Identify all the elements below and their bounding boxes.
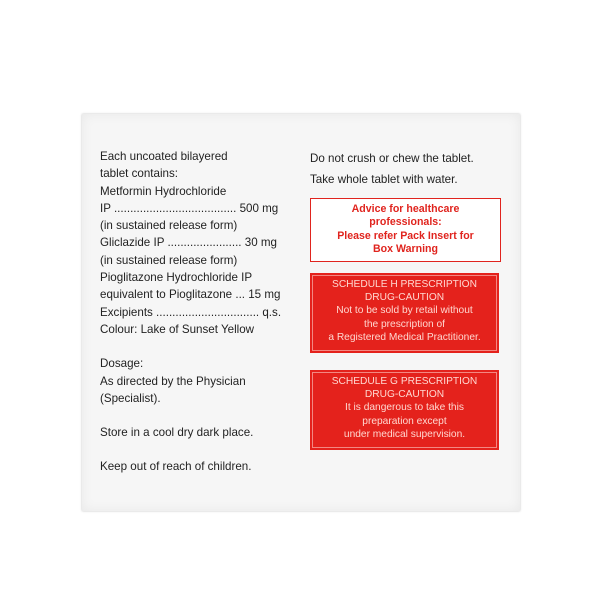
- composition-line: Metformin Hydrochloride: [100, 184, 227, 198]
- schedule-g-line: It is dangerous to take this: [345, 402, 464, 414]
- composition-line: Each uncoated bilayered: [100, 150, 228, 163]
- instructions-column: [310, 148, 504, 190]
- composition-line: Gliclazide IP ....................... 30 mg: [100, 236, 277, 250]
- composition-line: Excipients ................................ q.s.: [100, 305, 282, 319]
- schedule-h-line: SCHEDULE H PRESCRIPTION: [332, 279, 477, 290]
- advice-line: Advice for healthcare: [351, 203, 460, 215]
- schedule-g-line: DRUG-CAUTION: [364, 389, 445, 401]
- composition-line: Pioglitazone Hydrochloride IP: [100, 271, 253, 285]
- composition-line: Colour: Lake of Sunset Yellow: [100, 322, 255, 336]
- composition-line: tablet contains:: [100, 167, 178, 181]
- advice-box: [310, 198, 501, 262]
- composition-column: [100, 148, 296, 476]
- storage-instruction: Store in a cool dry dark place.: [100, 426, 254, 440]
- schedule-g-line: preparation except: [362, 415, 447, 427]
- advice-line: Please refer Pack Insert for: [337, 229, 474, 242]
- schedule-g-line: SCHEDULE G PRESCRIPTION: [331, 376, 478, 387]
- advice-line: Box Warning: [373, 243, 438, 256]
- schedule-h-line: DRUG-CAUTION: [364, 292, 445, 304]
- composition-line: equivalent to Pioglitazone ... 15 mg: [100, 288, 281, 302]
- schedule-g-warning-box: [310, 370, 499, 450]
- schedule-h-line: the prescription of: [364, 318, 445, 330]
- dosage-label: Dosage:: [100, 357, 144, 371]
- whole-tablet-instruction: Take whole tablet with water.: [310, 173, 458, 186]
- schedule-h-warning-box: [310, 273, 499, 353]
- schedule-h-line: a Registered Medical Practitioner.: [328, 331, 481, 343]
- dosage-line: As directed by the Physician: [100, 374, 246, 388]
- dosage-line: (Specialist).: [100, 391, 161, 405]
- no-crush-instruction: Do not crush or chew the tablet.: [310, 152, 474, 165]
- schedule-g-line: under medical supervision.: [343, 428, 466, 440]
- composition-line: (in sustained release form): [100, 219, 238, 233]
- composition-line: (in sustained release form): [100, 253, 238, 267]
- schedule-h-line: Not to be sold by retail without: [336, 305, 473, 317]
- keep-out-instruction: Keep out of reach of children.: [100, 460, 252, 474]
- composition-line: IP ...................................... 500 mg: [100, 201, 279, 215]
- advice-line: professionals:: [369, 216, 442, 229]
- medicine-carton-panel: [82, 114, 520, 511]
